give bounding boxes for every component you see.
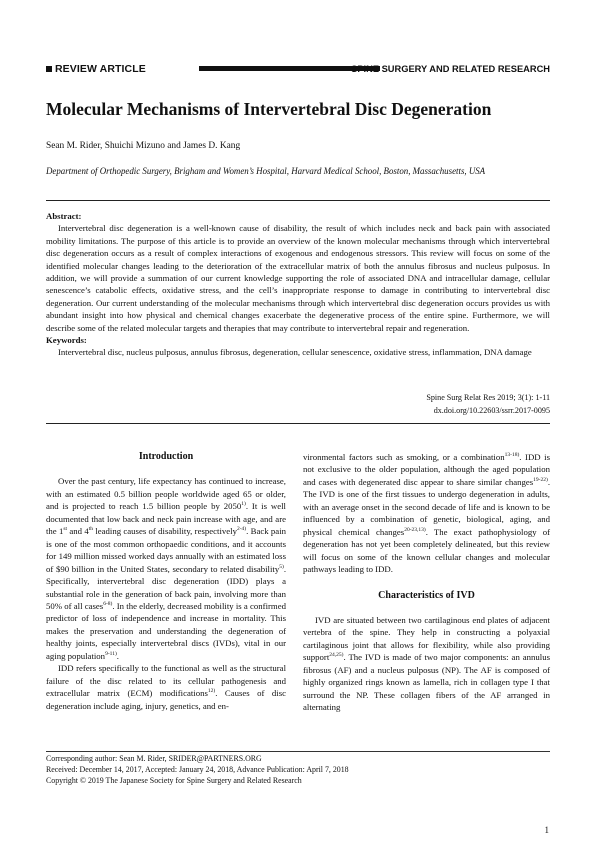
- left-column: [46, 451, 286, 712]
- author-list: Sean M. Rider, Shuichi Mizuno and James D. Kang: [46, 141, 241, 151]
- abstract-text: Intervertebral disc degeneration is a well-known cause of disability, the result of which includes neck and back pain with associated mobility limitations. The purpose of this article is to provide an overview of the known molecular mechanisms through which intervertebral disc degeneration occurs as a result of complex interactions of exogenous and endogenous stressors. This review will focus on some of the identified molecular changes leading to the deterioration of the extracellular matrix of both the annulus fibrosus and nucleus pulposus. In addition, we will provide a summation of our current knowledge supporting the role of associated DNA and intracellular damage, cellular senescence’s catabolic effects, oxidative stress, and the cell’s inappropriate response to damage in contributing to intervertebral disc degeneration. Our current understanding of the molecular mechanisms through which intervertebral disc degeneration occurs provides us with abundant insight into how physical and chemical changes exacerbate the degenerative process of the entire spine. Furthermore, we will describe some of the related molecular targets and therapies that may contribute to intervertebral repair and regeneration.: [46, 223, 550, 333]
- journal-name-label: SPINE SURGERY AND RELATED RESEARCH: [351, 64, 550, 74]
- article-title: Molecular Mechanisms of Intervertebral Disc Degeneration: [46, 99, 492, 119]
- corresponding-author: Corresponding author: Sean M. Rider, SRIDER@PARTNERS.ORG: [46, 754, 262, 763]
- characteristics-paragraph: IVD are situated between two cartilaginous end plates of adjacent vertebra of the spine. They help in constructing a polyaxial cartilaginous joint that allows for flexibility, while also providing support$^{24,25)}$. The IVD is made of two major components: an annulus fibrosus (AF) and a nucleus pulposus (NP). The AF is composed of highly organized rings known as lamella, rich in collagen type I that surround the NP. These collagen fibers of the AF arranged in alternating: [303, 614, 550, 713]
- keywords-heading: Keywords:: [46, 335, 87, 346]
- journal-header: [46, 63, 550, 75]
- header-square-marker: [46, 66, 52, 72]
- article-type-label: REVIEW ARTICLE: [55, 63, 146, 75]
- page-number: 1: [544, 825, 549, 835]
- journal-citation: Spine Surg Relat Res 2019; 3(1): 1-11: [426, 393, 550, 402]
- intro-paragraph-2-continued: vironmental factors such as smoking, or a combination$^{13-18)}$. IDD is not exclusive to the older population, although the aged population and cases with degenerated disc appear to share similar changes$^{19-22)}$. The IVD is one of the first tissues to undergo degeneration in adults, with an average onset in the second decade of life and is known to be influenced by a combination of genetic, biological, aging, and physical chemical changes$^{20-23,13)}$. The exact pathophysiology of degeneration has not yet been completely delineated, but this review will focus on some of the known cellular changes and molecular pathways leading to IDD.: [303, 452, 551, 575]
- keywords-text: Intervertebral disc, nucleus pulposus, annulus fibrosus, degeneration, cellular senescence, oxidative stress, inflammation, DNA damage: [58, 347, 532, 358]
- intro-paragraph-2: IDD refers specifically to the functional as well as the structural failure of the disc related to its cellular pathogenesis and extracellular matrix (ECM) modifications$^{12)}$. Causes of disc degeneration include aging, injury, genetics, and en-: [46, 663, 286, 711]
- abstract-bottom-rule: [46, 423, 550, 424]
- received-dates: Received: December 14, 2017, Accepted: January 24, 2018, Advance Publication: April 7, 2018: [46, 765, 349, 774]
- right-column: [303, 451, 550, 714]
- copyright-notice: Copyright © 2019 The Japanese Society for Spine Surgery and Related Research: [46, 776, 302, 785]
- intro-paragraph-1: Over the past century, life expectancy has continued to increase, with an estimated 0.5 billion people worldwide aged 65 or older, and is projected to reach 1.5 billion people by 2050$^{1)}$. It is well documented that low back and neck pain increase with age, and are the 1st and 4th leading causes of disability, respectively$^{2-4)}$. Back pain is one of the most common orthopaedic conditions, and it accounts for 149 million missed worked days annually with an estimated loss of $90 billion in the United States, secondary to related disability$^{5)}$. Specifically, intervertebral disc degeneration (IDD) plays a substantial role in the generation of back pain, involving more than 50% of all cases$^{6-8)}$. In the elderly, decreased mobility is a confirmed predictor of loss of independence and increase in mortality. This makes the preservation and understanding the degeneration of healthy joints, especially intervertebral discs (IVDs), vital in our aging population$^{9-11)}$.: [46, 476, 286, 661]
- abstract-heading: Abstract:: [46, 211, 82, 221]
- introduction-heading: Introduction: [138, 451, 194, 462]
- doi-link[interactable]: dx.doi.org/10.22603/ssrr.2017-0095: [433, 406, 550, 415]
- affiliation: Department of Orthopedic Surgery, Brigham and Women’s Hospital, Harvard Medical School, Boston, Massachusetts, USA: [46, 166, 486, 176]
- footer-rule: [46, 751, 550, 752]
- abstract-section: [46, 210, 550, 359]
- abstract-top-rule: [46, 200, 550, 201]
- characteristics-heading: Characteristics of IVD: [378, 589, 475, 601]
